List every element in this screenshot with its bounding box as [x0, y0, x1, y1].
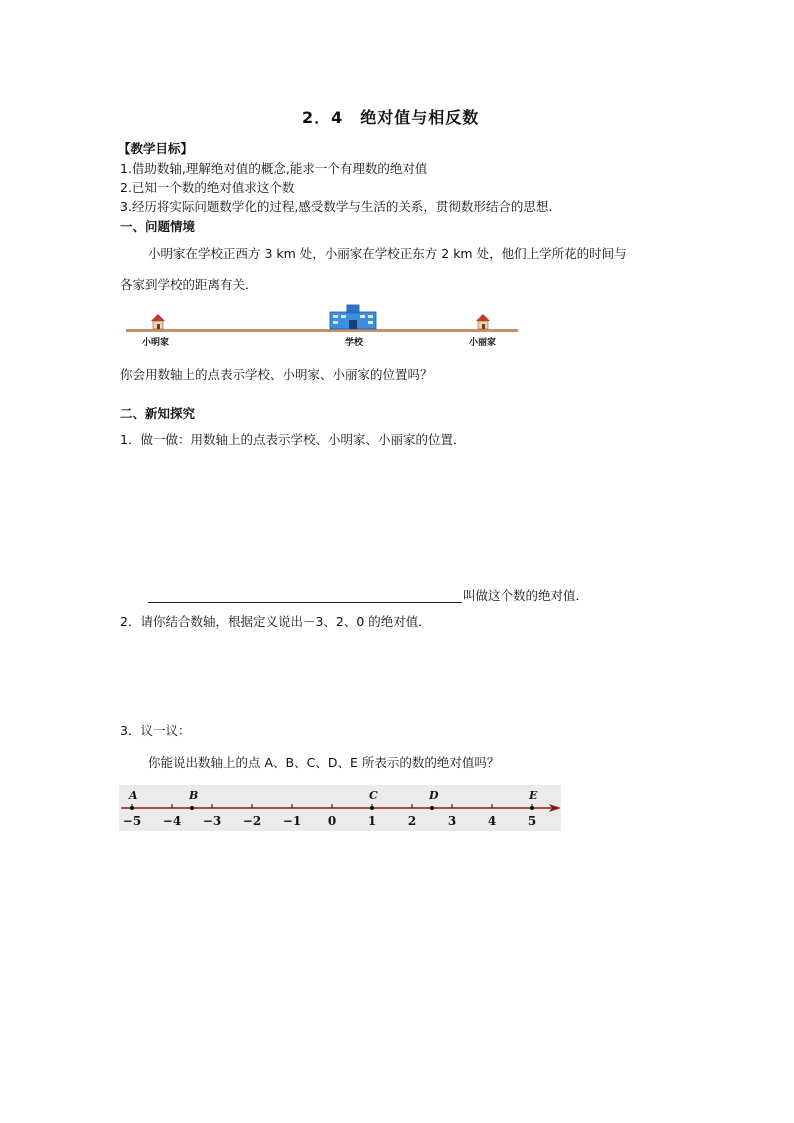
tick-label: 5: [527, 814, 537, 828]
tick-label: 1: [367, 814, 377, 828]
activity-3: 3．议一议：: [120, 723, 191, 738]
tick-label: 4: [487, 814, 497, 828]
location-illustration: [124, 302, 520, 354]
point-label: D: [429, 789, 439, 802]
point-label: C: [369, 789, 378, 802]
point-label: B: [189, 789, 199, 802]
scenario-text: 小明家在学校正西方 3 km 处，小丽家在学校正东方 2 km 处，他们上学所花的时间与: [148, 246, 627, 261]
road-line: [126, 329, 518, 332]
scenario-text-continued: 各家到学校的距离有关．: [120, 277, 258, 292]
activity-2: 2．请你结合数轴，根据定义说出－3、2、0 的绝对值．: [120, 614, 431, 629]
tick-label: 0: [327, 814, 337, 828]
tick-label: −4: [162, 814, 182, 828]
point-label: A: [129, 789, 138, 802]
section2-heading: 二、新知探究: [120, 406, 196, 421]
label-xiaoming-home: 小明家: [142, 338, 170, 348]
objective-item: 1.借助数轴,理解绝对值的概念,能求一个有理数的绝对值: [120, 161, 428, 176]
tick-label: −2: [242, 814, 262, 828]
tick-label: −5: [122, 814, 142, 828]
number-line-graphic: [119, 785, 561, 831]
objective-item: 2.已知一个数的绝对值求这个数: [120, 180, 295, 195]
point-marker: [190, 806, 194, 810]
definition-blank: [148, 602, 462, 603]
definition-suffix: 叫做这个数的绝对值．: [463, 588, 589, 603]
point-marker: [130, 806, 134, 810]
activity-3-question: 你能说出数轴上的点 A、B、C、D、E 所表示的数的绝对值吗？: [148, 755, 500, 770]
label-xiaoli-home: 小丽家: [469, 338, 497, 348]
objective-item: 3.经历将实际问题数学化的过程,感受数学与生活的关系，贯彻数形结合的思想.: [120, 199, 553, 214]
school-building-icon: [330, 305, 376, 329]
scenario-question: 你会用数轴上的点表示学校、小明家、小丽家的位置吗？: [120, 367, 433, 382]
tick-label: 2: [407, 814, 417, 828]
section1-heading: 一、问题情境: [120, 219, 196, 234]
point-label: E: [529, 789, 538, 802]
label-school: 学校: [345, 338, 364, 348]
point-marker: [430, 806, 434, 810]
house-icon: [476, 314, 490, 329]
location-illustration-graphic: [124, 302, 520, 354]
tick-label: 3: [447, 814, 457, 828]
point-marker: [370, 806, 374, 810]
tick-label: −3: [202, 814, 222, 828]
objectives-heading: 【教学目标】: [118, 141, 194, 156]
activity-1: 1．做一做：用数轴上的点表示学校、小明家、小丽家的位置．: [120, 432, 466, 447]
point-marker: [530, 806, 534, 810]
number-line: [119, 785, 561, 831]
page-title: 2．4 绝对值与相反数: [302, 108, 480, 127]
tick-label: −1: [282, 814, 302, 828]
house-icon: [151, 314, 165, 329]
